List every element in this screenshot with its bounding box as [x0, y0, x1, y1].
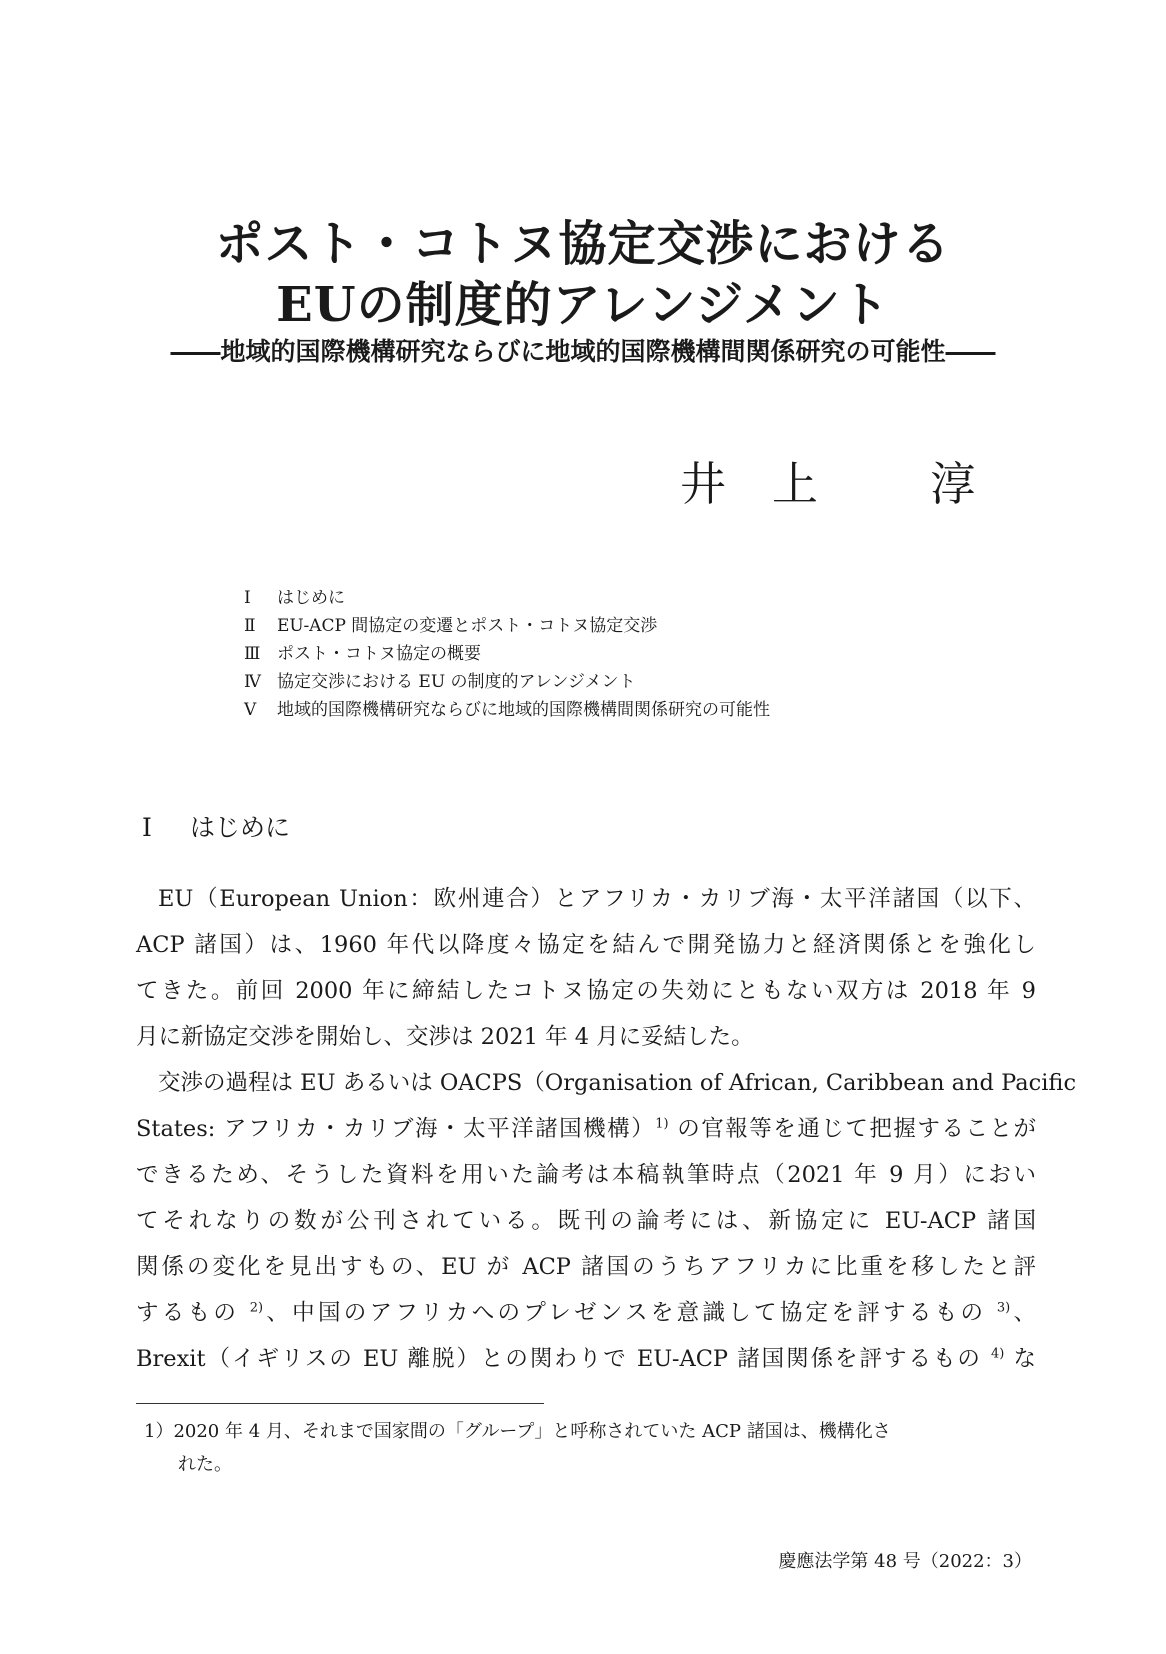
section-title: はじめに: [190, 813, 291, 842]
toc-number: Ⅰ: [244, 588, 251, 608]
paper-title-line-2: EUの制度的アレンジメント: [276, 277, 890, 333]
toc-number: Ⅳ: [244, 672, 261, 692]
author-given-name: 淳: [930, 457, 976, 511]
body-line: 交渉の過程は EU あるいは OACPS（Organisation of African, Caribbean and Pacific: [158, 1070, 1077, 1096]
body-text-run: Brexit（イギリスの EU 離脱）との関わりで EU-ACP 諸国関係を評するもの: [136, 1346, 982, 1372]
toc-item: [244, 640, 770, 668]
footnote: [144, 1415, 1034, 1481]
body-line: [136, 1106, 1036, 1152]
body-text-run: な: [1013, 1346, 1036, 1372]
body-line: 関係の変化を見出すもの、EU が ACP 諸国のうちアフリカに比重を移したと評: [136, 1254, 1036, 1280]
body-line: できるため、そうした資料を用いた論考は本稿執筆時点（2021 年 9 月）におい: [136, 1162, 1036, 1188]
toc-label: 協定交渉における EU の制度的アレンジメント: [277, 672, 636, 692]
body-line: EU（European Union：欧州連合）とアフリカ・カリブ海・太平洋諸国（以下、: [158, 886, 1036, 912]
table-of-contents: [244, 584, 770, 724]
paper-title-line-1: ポスト・コトヌ協定交渉における: [215, 216, 951, 272]
toc-label: はじめに: [277, 588, 345, 608]
author-family-name: 井 上: [680, 457, 818, 511]
footnote-line: 1）2020 年 4 月、それまで国家間の「グループ」と呼称されていた ACP 諸国は、機構化さ: [144, 1421, 891, 1442]
body-line: [136, 1290, 1036, 1336]
body-text-run: するもの: [136, 1300, 240, 1326]
journal-citation: 慶應法学第 48 号（2022：3）: [778, 1551, 1032, 1572]
toc-label: ポスト・コトヌ協定の概要: [277, 644, 481, 664]
paper-subtitle: ――地域的国際機構研究ならびに地域的国際機構間関係研究の可能性――: [170, 337, 996, 366]
footnote-ref[interactable]: 4): [991, 1346, 1005, 1362]
body-text-run: States: アフリカ・カリブ海・太平洋諸国機構）: [136, 1116, 656, 1142]
footnote-line: れた。: [178, 1454, 232, 1475]
body-text-run: 、中国のアフリカへのプレゼンスを意識して協定を評するもの: [263, 1300, 987, 1326]
toc-number: Ⅱ: [244, 616, 256, 636]
toc-item: [244, 584, 770, 612]
toc-number: Ⅴ: [244, 700, 257, 720]
body-line: ACP 諸国）は、1960 年代以降度々協定を結んで開発協力と経済関係とを強化し: [136, 932, 1036, 958]
body-line: てきた。前回 2000 年に締結したコトヌ協定の失効にともない双方は 2018 年 9: [136, 978, 1036, 1004]
toc-item: [244, 668, 770, 696]
toc-item: [244, 696, 770, 724]
body-text-run: 、: [1010, 1300, 1036, 1326]
section-number: Ⅰ: [142, 813, 152, 842]
toc-label: EU-ACP 間協定の変遷とポスト・コトヌ協定交渉: [277, 616, 658, 636]
footnote-ref[interactable]: 1): [655, 1116, 669, 1132]
body-text-run: の官報等を通じて把握することが: [677, 1116, 1036, 1142]
section-heading: [142, 808, 290, 844]
body-line: てそれなりの数が公刊されている。既刊の論考には、新協定に EU-ACP 諸国: [136, 1208, 1036, 1234]
toc-number: Ⅲ: [244, 644, 261, 664]
footnote-ref[interactable]: 3): [996, 1300, 1011, 1316]
footnote-ref[interactable]: 2): [249, 1300, 264, 1316]
footnote-divider: [136, 1403, 544, 1404]
body-line: [136, 1336, 1036, 1382]
author-name: [680, 448, 976, 514]
toc-label: 地域的国際機構研究ならびに地域的国際機構間関係研究の可能性: [277, 700, 770, 720]
body-text: [136, 876, 1077, 1382]
toc-item: [244, 612, 770, 640]
body-line: 月に新協定交渉を開始し、交渉は 2021 年 4 月に妥結した。: [136, 1024, 754, 1050]
